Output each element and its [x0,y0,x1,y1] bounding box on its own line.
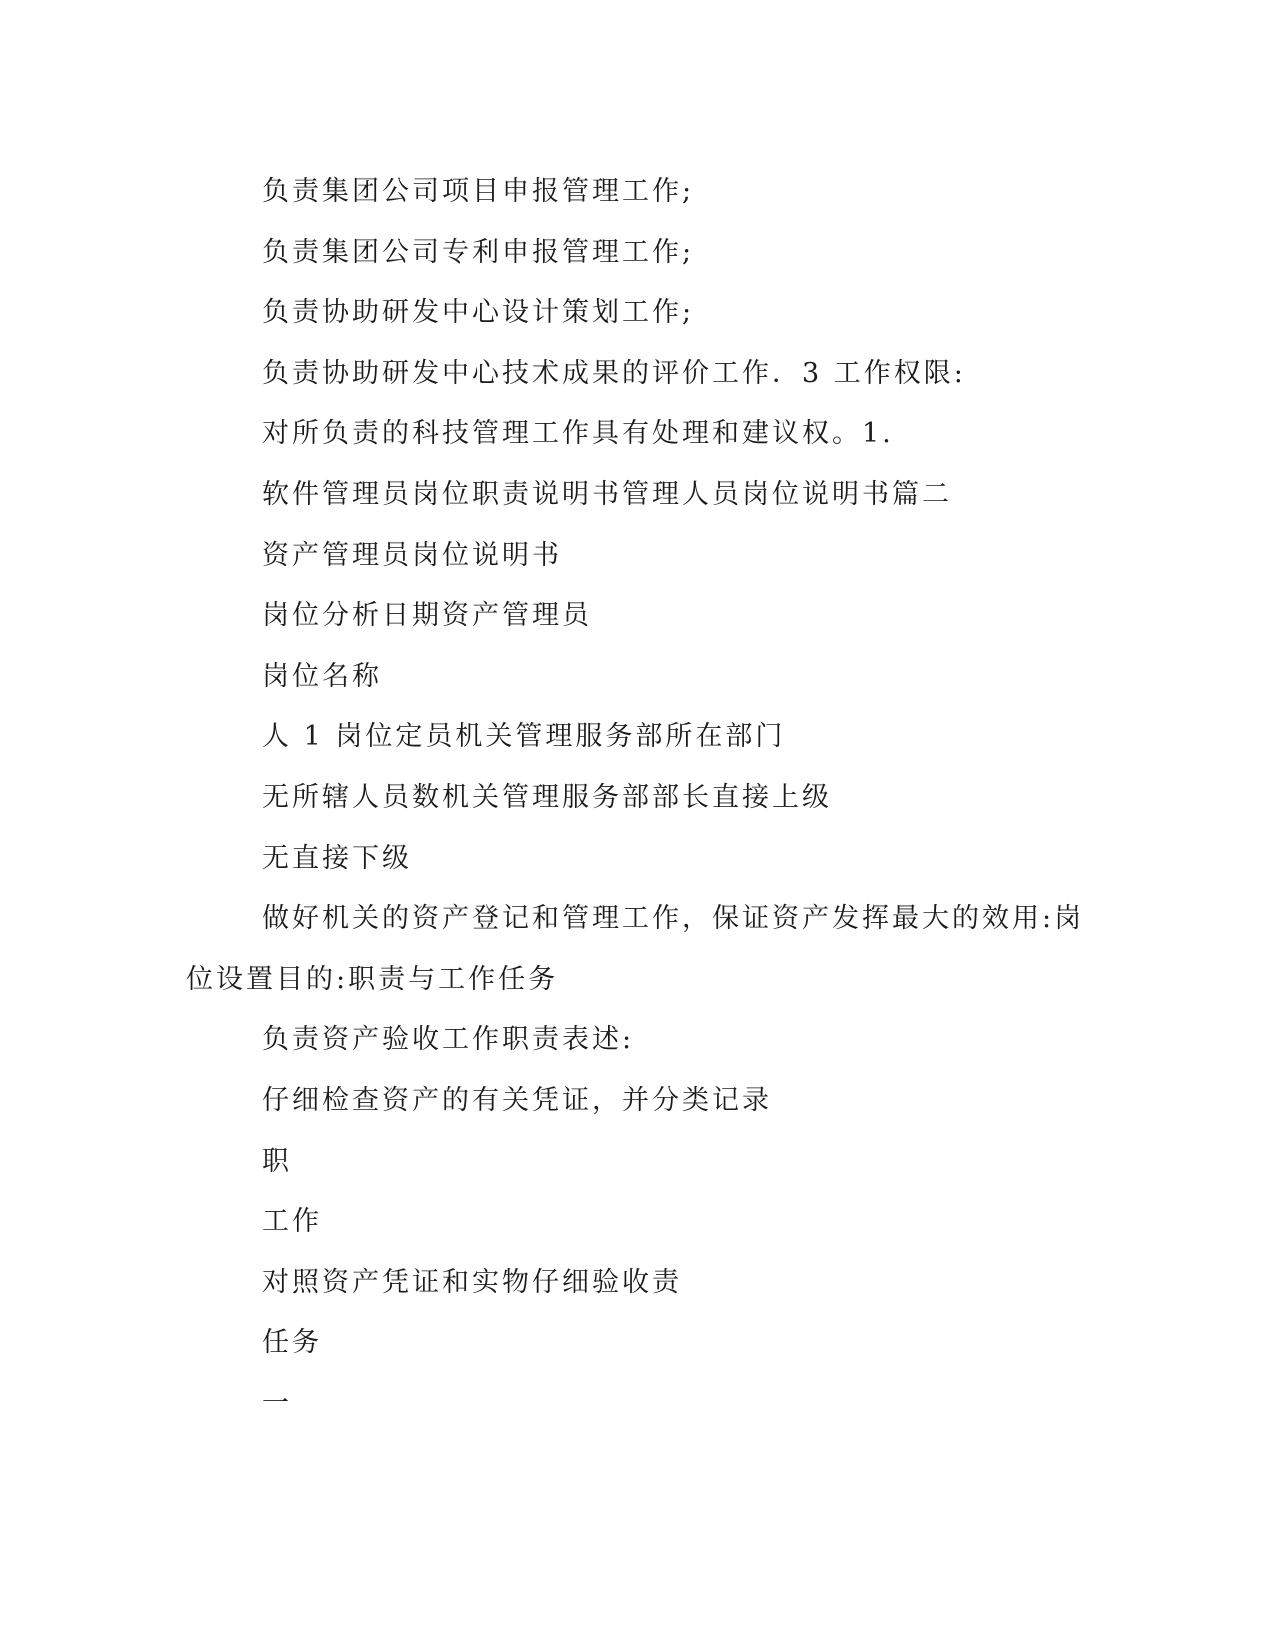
paragraph: 任务 [262,1327,322,1359]
paragraph: 岗位分析日期资产管理员 [262,600,592,632]
paragraph: 工作 [262,1206,322,1238]
paragraph: 对照资产凭证和实物仔细验收责 [262,1266,682,1298]
paragraph: 岗位名称 [262,660,382,692]
paragraph: 资产管理员岗位说明书 [262,539,562,571]
paragraph: 职 [262,1145,292,1177]
paragraph: 负责集团公司项目申报管理工作; [262,176,695,207]
paragraph: 人 1 岗位定员机关管理服务部所在部门 [262,721,786,753]
paragraph: 做好机关的资产登记和管理工作，保证资产发挥最大的效用:岗位设置目的:职责与工作任务 [186,903,1085,995]
paragraph: 无所辖人员数机关管理服务部部长直接上级 [262,781,832,813]
paragraph: 对所负责的科技管理工作具有处理和建议权。1. [262,418,894,450]
paragraph: 无直接下级 [262,842,412,874]
paragraph: 仔细检查资产的有关凭证，并分类记录 [262,1084,772,1116]
paragraph: 软件管理员岗位职责说明书管理人员岗位说明书篇二 [262,478,952,510]
document-body [186,162,1086,1434]
paragraph: 负责资产验收工作职责表述: [262,1024,635,1056]
paragraph: 一 [262,1387,292,1419]
paragraph: 负责协助研发中心技术成果的评价工作．3 工作权限: [262,357,966,389]
paragraph: 负责协助研发中心设计策划工作; [262,297,695,329]
paragraph: 负责集团公司专利申报管理工作; [262,236,695,268]
